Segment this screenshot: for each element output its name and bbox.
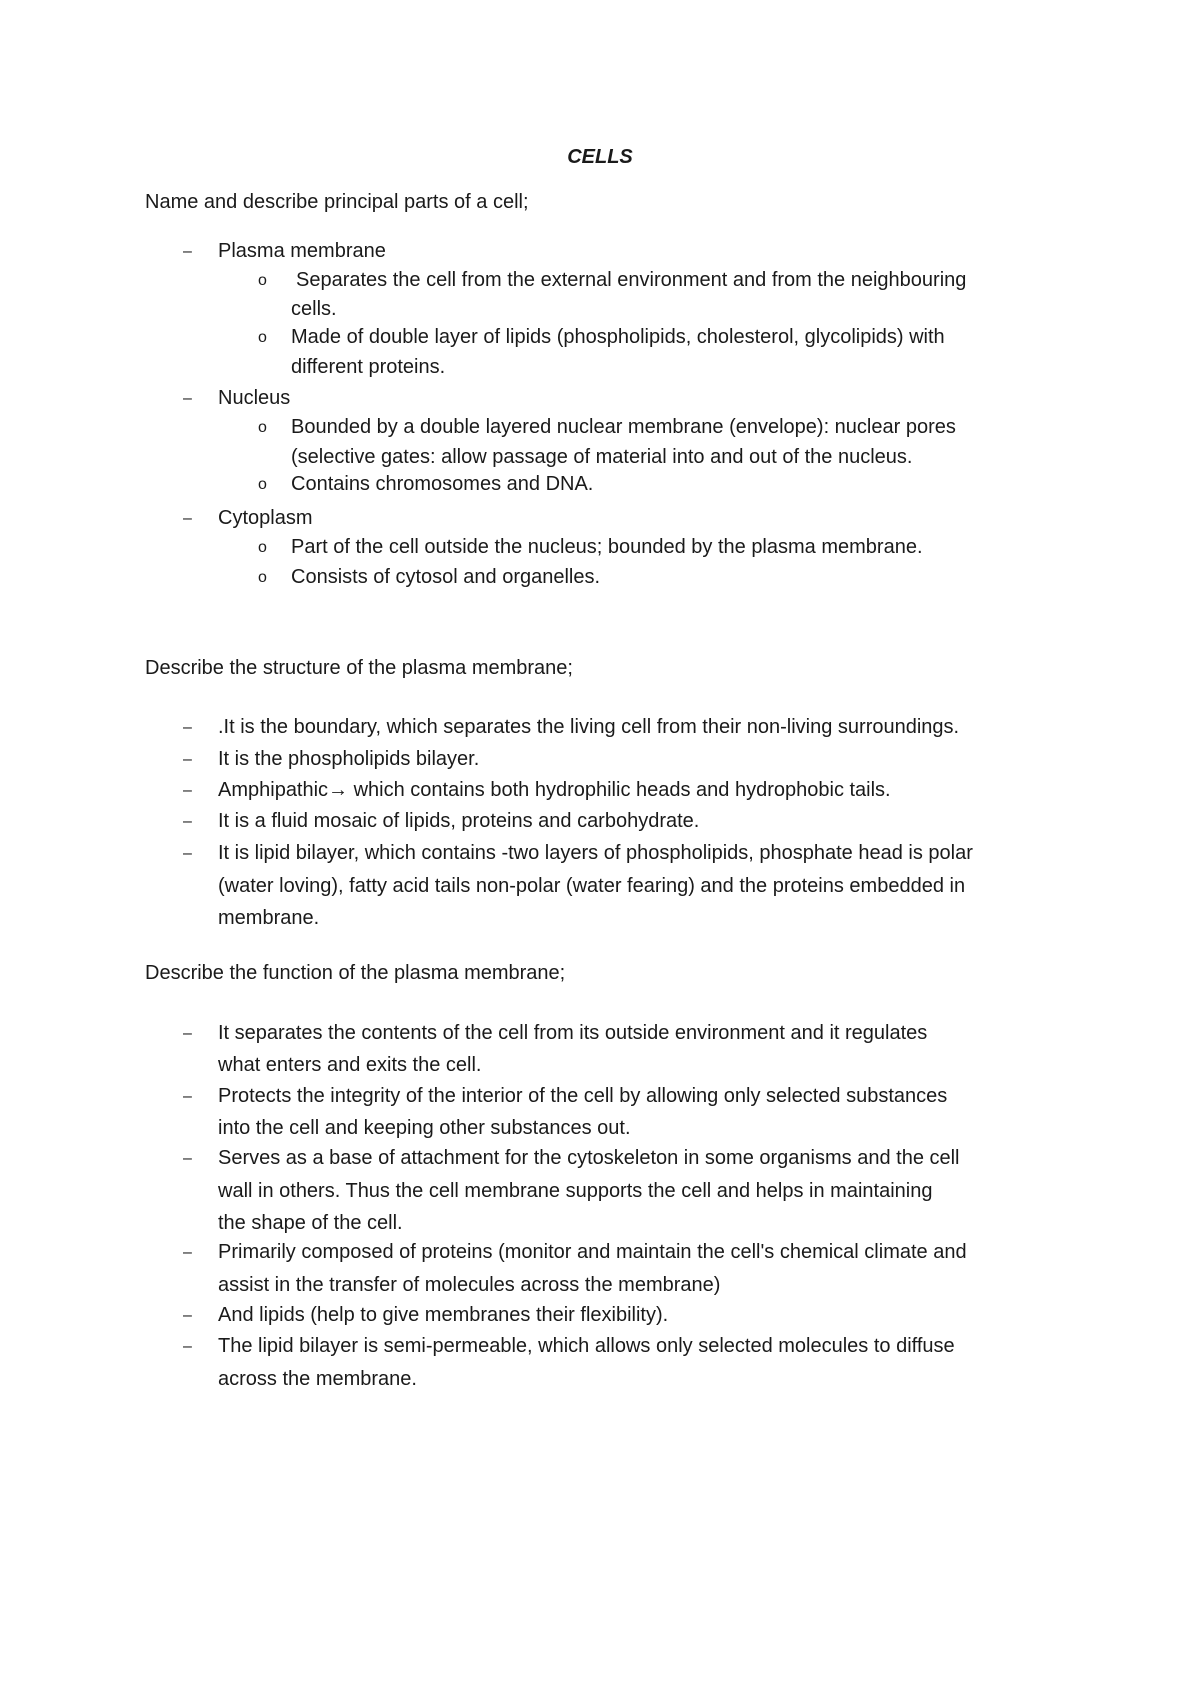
list-line: Amphipathic→ which contains both hydrophilic heads and hydrophobic tails. — [218, 779, 891, 801]
list-item: Cytoplasm — [218, 507, 313, 529]
dash-bullet: – — [183, 1025, 192, 1042]
list-line: And lipids (help to give membranes their flexibility). — [218, 1304, 669, 1326]
dash-bullet: – — [183, 243, 192, 260]
list-line: wall in others. Thus the cell membrane supports the cell and helps in maintaining — [218, 1180, 933, 1202]
list-line: Primarily composed of proteins (monitor and maintain the cell's chemical climate and — [218, 1241, 967, 1263]
section-heading-parts: Name and describe principal parts of a cell; — [145, 191, 529, 213]
list-item: Nucleus — [218, 387, 291, 409]
sub-list-line: cells. — [291, 298, 337, 320]
list-line: what enters and exits the cell. — [218, 1054, 482, 1076]
sub-list-line: Consists of cytosol and organelles. — [291, 566, 601, 588]
list-line: It is a fluid mosaic of lipids, proteins and carbohydrate. — [218, 810, 700, 832]
dash-bullet: – — [183, 1244, 192, 1261]
list-line: membrane. — [218, 907, 320, 929]
list-line: the shape of the cell. — [218, 1212, 403, 1234]
list-item: Plasma membrane — [218, 240, 386, 262]
list-line: across the membrane. — [218, 1368, 417, 1390]
dash-bullet: – — [183, 813, 192, 830]
circle-bullet: o — [258, 329, 267, 346]
list-line: assist in the transfer of molecules across the membrane) — [218, 1274, 721, 1296]
dash-bullet: – — [183, 510, 192, 527]
circle-bullet: o — [258, 476, 267, 493]
dash-bullet: – — [183, 782, 192, 799]
dash-bullet: – — [183, 751, 192, 768]
sub-list-line: different proteins. — [291, 356, 446, 378]
dash-bullet: – — [183, 1150, 192, 1167]
section-heading-function: Describe the function of the plasma membrane; — [145, 962, 566, 984]
list-line: It is lipid bilayer, which contains -two layers of phospholipids, phosphate head is polar — [218, 842, 973, 864]
list-line: Protects the integrity of the interior of the cell by allowing only selected substances — [218, 1085, 948, 1107]
list-line: It is the phospholipids bilayer. — [218, 748, 480, 770]
sub-list-line: (selective gates: allow passage of material into and out of the nucleus. — [291, 446, 913, 468]
sub-list-line: Contains chromosomes and DNA. — [291, 473, 594, 495]
page-title: CELLS — [567, 146, 633, 168]
sub-list-line: Made of double layer of lipids (phospholipids, cholesterol, glycolipids) with — [291, 326, 945, 348]
circle-bullet: o — [258, 569, 267, 586]
list-line: It separates the contents of the cell from its outside environment and it regulates — [218, 1022, 928, 1044]
sub-list-line: Part of the cell outside the nucleus; bounded by the plasma membrane. — [291, 536, 923, 558]
dash-bullet: – — [183, 1338, 192, 1355]
circle-bullet: o — [258, 272, 267, 289]
list-line: (water loving), fatty acid tails non-polar (water fearing) and the proteins embedded in — [218, 875, 966, 897]
list-line: The lipid bilayer is semi-permeable, which allows only selected molecules to diffuse — [218, 1335, 955, 1357]
dash-bullet: – — [183, 1088, 192, 1105]
dash-bullet: – — [183, 719, 192, 736]
circle-bullet: o — [258, 539, 267, 556]
sub-list-line: Bounded by a double layered nuclear membrane (envelope): nuclear pores — [291, 416, 956, 438]
circle-bullet: o — [258, 419, 267, 436]
section-heading-structure: Describe the structure of the plasma membrane; — [145, 657, 573, 679]
list-line: .It is the boundary, which separates the living cell from their non-living surroundings. — [218, 716, 960, 738]
dash-bullet: – — [183, 1307, 192, 1324]
dash-bullet: – — [183, 845, 192, 862]
dash-bullet: – — [183, 390, 192, 407]
list-line: Serves as a base of attachment for the cytoskeleton in some organisms and the cell — [218, 1147, 960, 1169]
sub-list-line: Separates the cell from the external environment and from the neighbouring — [296, 269, 967, 291]
list-line: into the cell and keeping other substances out. — [218, 1117, 631, 1139]
